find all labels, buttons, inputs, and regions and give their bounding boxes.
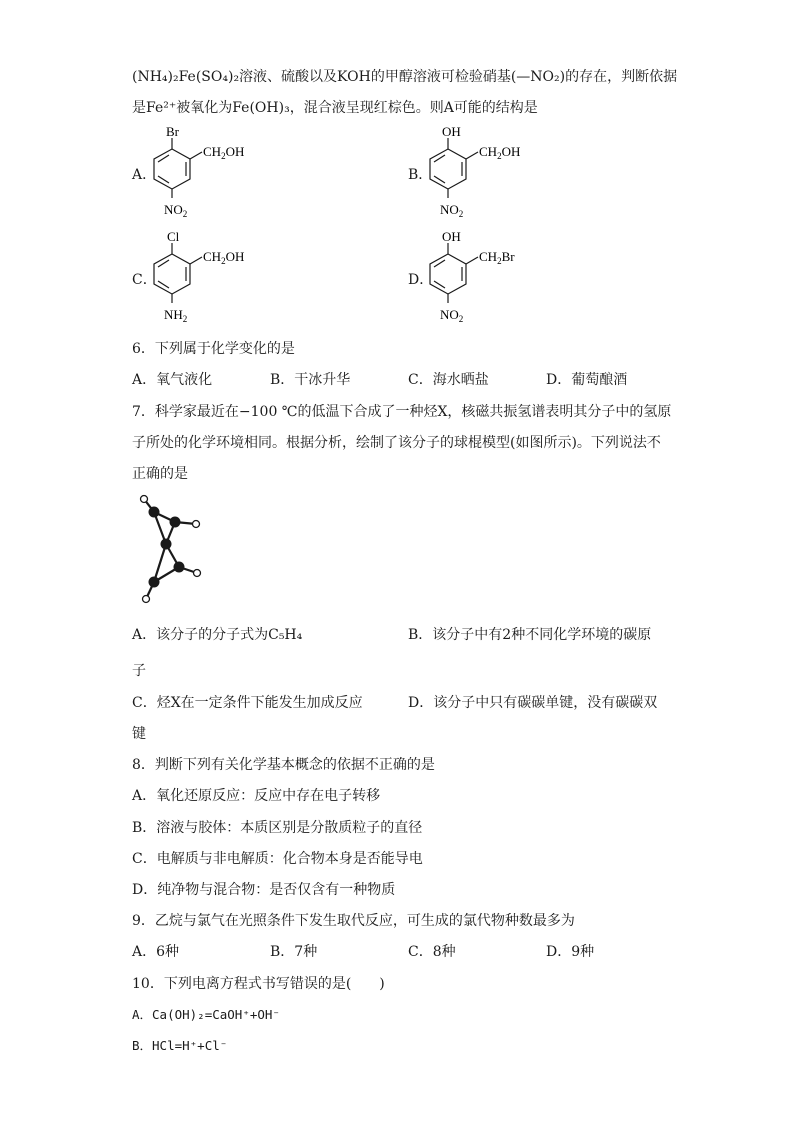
carbon-atom [170,517,181,528]
structure-b [426,124,546,224]
q7-option-d-wrap: 键 [132,726,146,742]
q6-option-a: A．氧气液化 [132,372,213,388]
hydrogen-atom [141,496,148,503]
option-d-label: D． [408,272,434,288]
q6-stem: 6．下列属于化学变化的是 [132,341,295,357]
carbon-atom [174,562,185,573]
substituent-top: OH [442,124,461,139]
structure-d [426,229,546,329]
intro-line-2: 是Fe²⁺被氧化为Fe(OH)₃，混合液呈现红棕色。则A可能的结构是 [132,100,538,116]
carbon-atom [149,577,160,588]
benzene-ring [154,243,202,303]
q6-option-d: D．葡萄酿酒 [546,372,628,388]
q7-option-c: C．烃X在一定条件下能发生加成反应 [132,695,363,711]
benzene-ring [430,138,478,198]
substituent-bottom: NH [164,307,183,322]
structure-a [150,124,270,224]
benzene-ring [154,138,202,198]
q6-option-c: C．海水晒盐 [408,372,489,388]
intro-line-1: (NH₄)₂Fe(SO₄)₂溶液、硫酸以及KOH的甲醇溶液可检验硝基(—NO₂)的存在，判断依据 [132,69,678,85]
q7-stem-line-1: 7．科学家最近在−100 ℃的低温下合成了一种烃X，核磁共振氢谱表明其分子中的氢原 [132,404,672,420]
svg-text:NO2: $NO_2$ [164,202,188,219]
substituent-top: OH [442,229,461,244]
q7-stem-line-2: 子所处的化学环境相同。根据分析，绘制了该分子的球棍模型(如图所示)。下列说法不 [132,435,661,451]
hydrogen-atom [193,521,200,528]
carbon-atom [161,539,172,550]
svg-text:CH2OH: $CH_2OH$ [203,144,245,161]
ball-stick-model [136,492,216,607]
benzene-ring [430,243,478,303]
q8-option-d: D．纯净物与混合物：是否仅含有一种物质 [132,882,396,898]
q8-option-b: B．溶液与胶体：本质区别是分散质粒子的直径 [132,820,423,836]
option-a-label: A． [132,167,157,183]
substituent-bottom: NO [164,202,183,217]
svg-text:NO2: $NO_2$ [440,307,464,324]
substituent-side: CH [203,144,222,159]
q7-option-b-wrap: 子 [132,663,146,679]
q10-option-b: B．HCl=H⁺+Cl⁻ [132,1038,228,1053]
q8-stem: 8．判断下列有关化学基本概念的依据不正确的是 [132,757,435,773]
svg-text:CH2OH: $CH_2OH$ [479,144,521,161]
q9-option-d: D．9种 [546,944,595,960]
hydrogen-atom [143,596,150,603]
q9-option-b: B．7种 [270,944,318,960]
q9-stem: 9．乙烷与氯气在光照条件下发生取代反应，可生成的氯代物种数最多为 [132,913,575,929]
substituent-side: CH [203,249,222,264]
substituent-side: CH [479,249,498,264]
substituent-bottom: NO [440,307,459,322]
q10-stem: 10．下列电离方程式书写错误的是( ) [132,976,385,992]
substituent-top: Br [166,124,179,139]
svg-text:NO2: $NO_2$ [440,202,464,219]
q7-option-d: D．该分子中只有碳碳单键，没有碳碳双 [408,695,658,711]
q7-stem-line-3: 正确的是 [132,466,188,482]
q6-option-b: B．干冰升华 [270,372,351,388]
q8-option-a: A．氧化还原反应：反应中存在电子转移 [132,788,381,804]
svg-text:NH2: $NH_2$ [164,307,188,324]
q7-option-a: A．该分子的分子式为C₅H₄ [132,627,303,643]
structure-c [150,229,270,329]
substituent-bottom: NO [440,202,459,217]
svg-text:CH2OH: $CH_2OH$ [203,249,245,266]
q9-option-c: C．8种 [408,944,456,960]
substituent-side: CH [479,144,498,159]
q7-option-b: B．该分子中有2种不同化学环境的碳原 [408,627,652,643]
option-b-label: B． [408,167,433,183]
carbon-atom [149,507,160,518]
q10-option-a: A．Ca(OH)₂=CaOH⁺+OH⁻ [132,1007,280,1022]
hydrogen-atom [194,570,201,577]
option-c-label: C． [132,272,157,288]
q9-option-a: A．6种 [132,944,180,960]
svg-text:CH2Br: $CH_2Br$ [479,249,515,266]
q8-option-c: C．电解质与非电解质：化合物本身是否能导电 [132,851,423,867]
substituent-top: Cl [167,229,180,244]
